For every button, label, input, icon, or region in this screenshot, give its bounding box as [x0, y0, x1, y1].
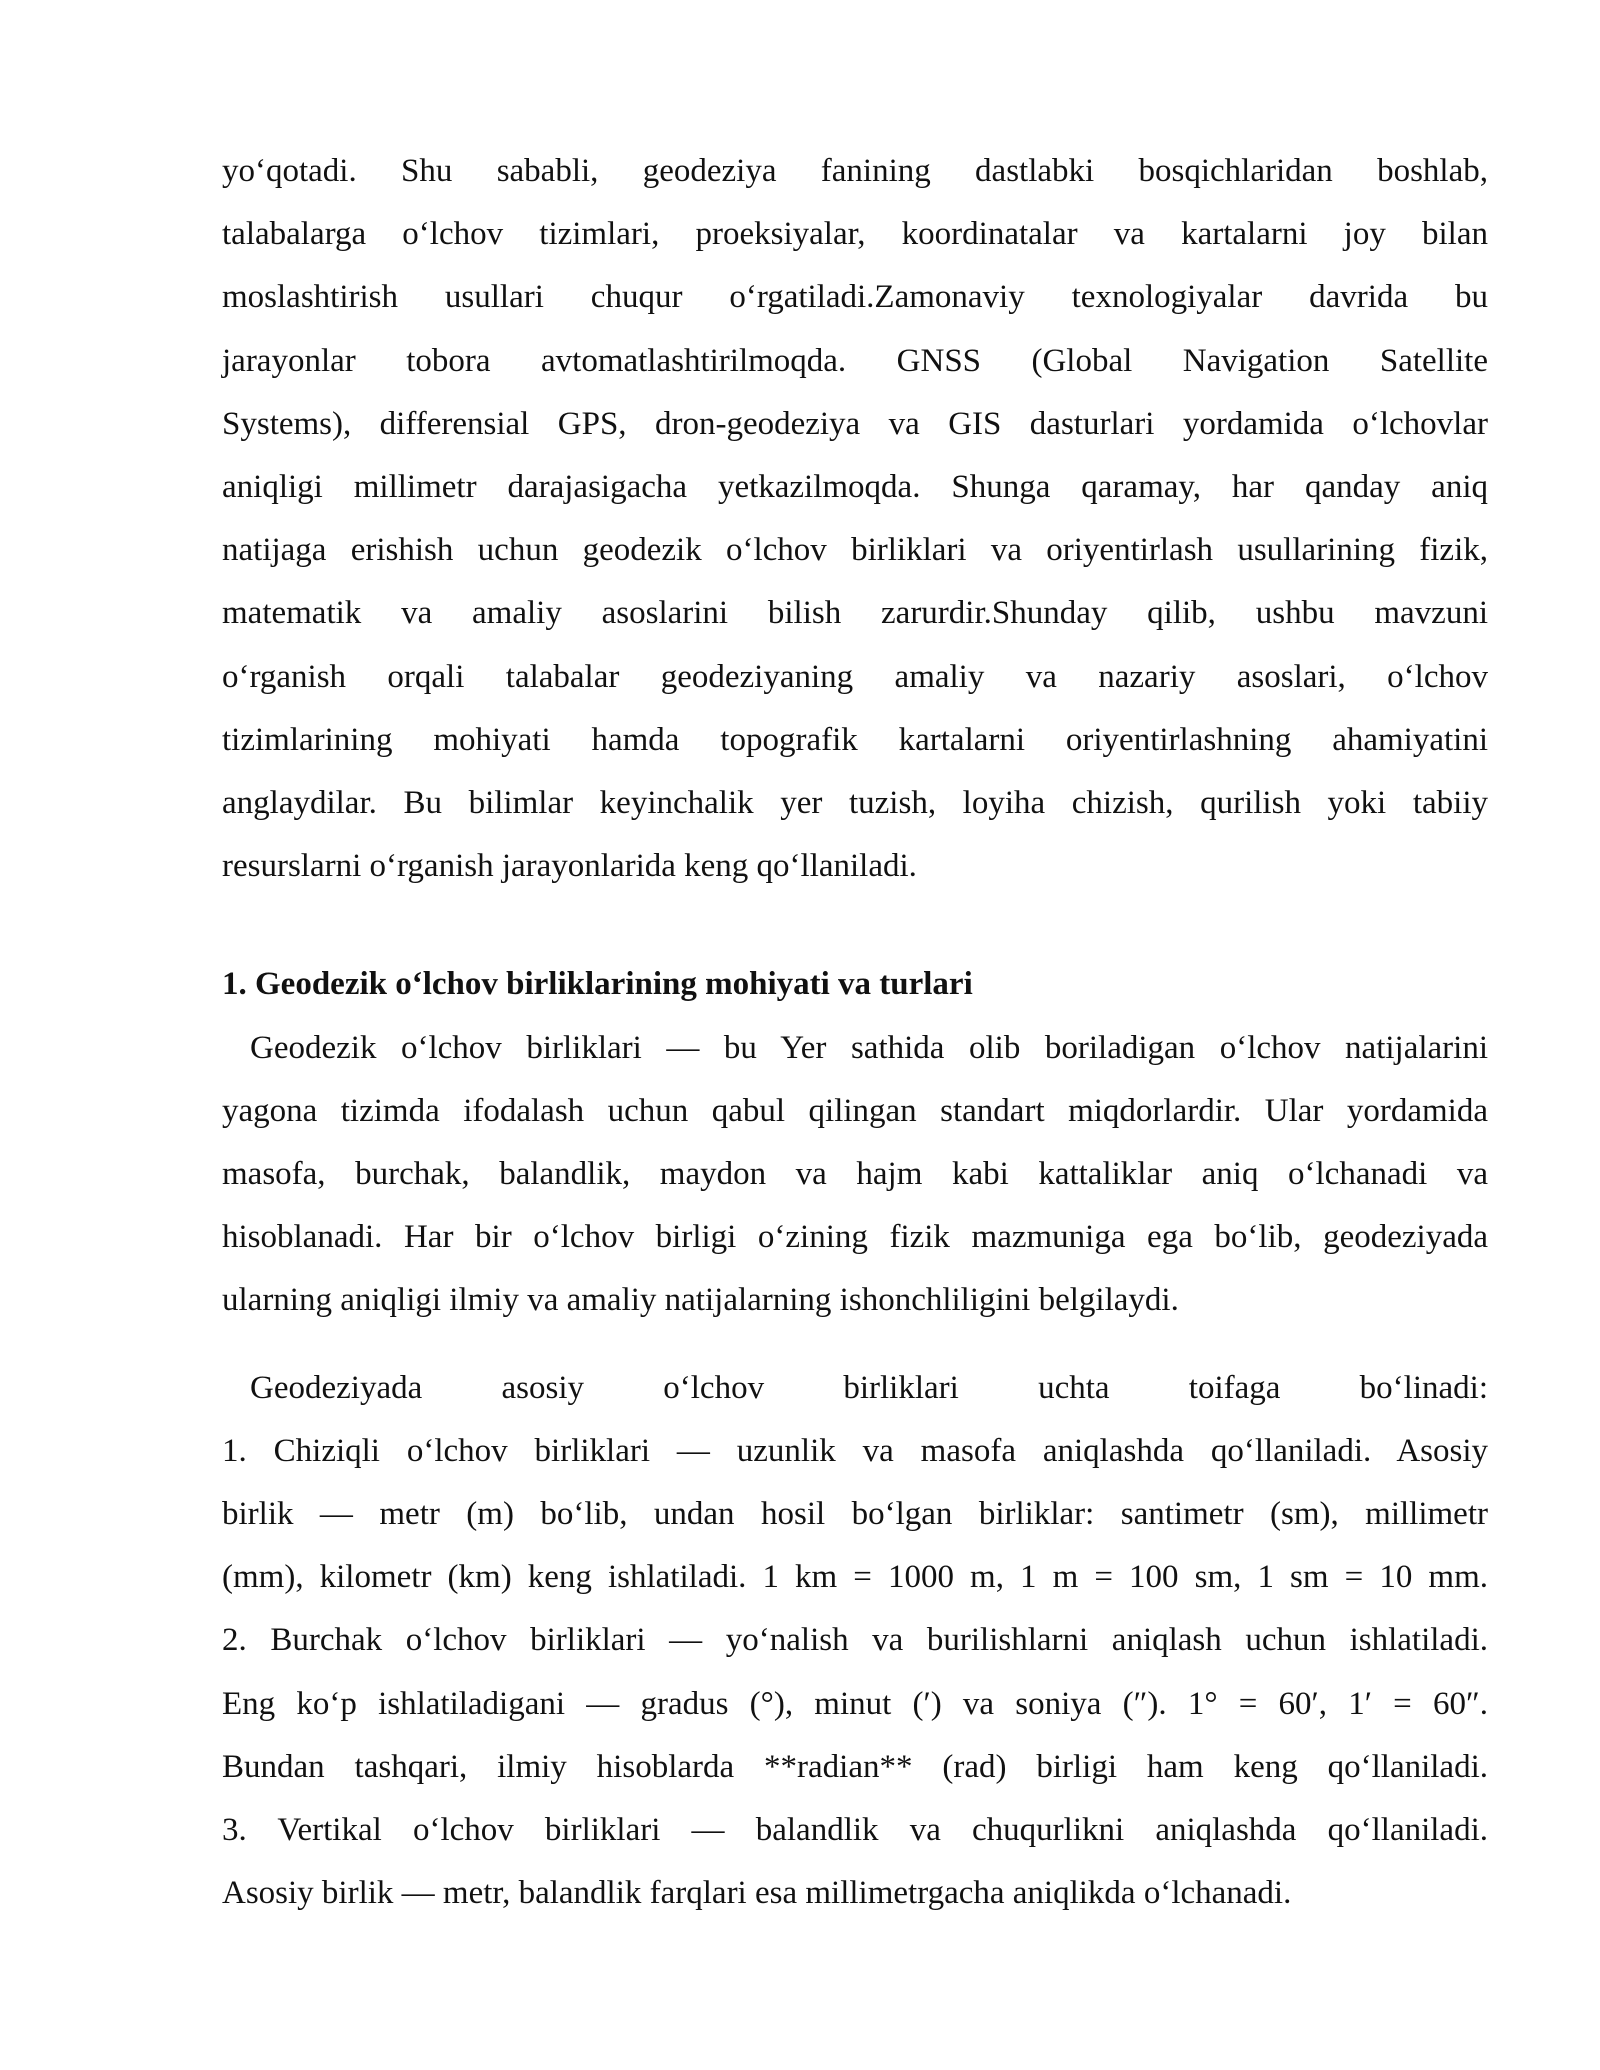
text-line: resurslarni o‘rganish jarayonlarida keng qo‘llaniladi.: [222, 848, 917, 885]
text-line: 1. Chiziqli o‘lchov birliklari — uzunlik va masofa aniqlashda qo‘llaniladi. Asosiy: [222, 1432, 1488, 1469]
text-line: ularning aniqligi ilmiy va amaliy natijalarning ishonchliligini belgilaydi.: [222, 1282, 1179, 1319]
text-line: yo‘qotadi. Shu sababli, geodeziya fanining dastlabki bosqichlaridan boshlab,: [222, 153, 1488, 189]
text-line: masofa, burchak, balandlik, maydon va hajm kabi kattaliklar aniq o‘lchanadi va: [222, 1156, 1488, 1193]
text-line: Bundan tashqari, ilmiy hisoblarda **radian** (rad) birligi ham keng qo‘llaniladi.: [222, 1748, 1488, 1785]
intro-paragraph: [222, 140, 1488, 898]
text-line: Systems), differensial GPS, dron-geodeziya va GIS dasturlari yordamida o‘lchovlar: [222, 405, 1488, 442]
text-line: hisoblanadi. Har bir o‘lchov birligi o‘zining fizik mazmuniga ega bo‘lib, geodeziyada: [222, 1219, 1488, 1256]
text-line: Eng ko‘p ishlatiladigani — gradus (°), minut (′) va soniya (″). 1° = 60′, 1′ = 60″.: [222, 1685, 1488, 1722]
text-line: (mm), kilometr (km) keng ishlatiladi. 1 km = 1000 m, 1 m = 100 sm, 1 sm = 10 mm.: [222, 1559, 1488, 1596]
text-line: jarayonlar tobora avtomatlashtirilmoqda. GNSS (Global Navigation Satellite: [222, 342, 1488, 379]
text-line: aniqligi millimetr darajasigacha yetkazilmoqda. Shunga qaramay, har qanday aniq: [222, 469, 1488, 506]
text-line: o‘rganish orqali talabalar geodeziyaning amaliy va nazariy asoslari, o‘lchov: [222, 658, 1488, 695]
text-line: Geodeziyada asosiy o‘lchov birliklari uchta toifaga bo‘linadi:: [250, 1369, 1488, 1406]
text-line: yagona tizimda ifodalash uchun qabul qilingan standart miqdorlardir. Ular yordamida: [222, 1092, 1488, 1129]
text-line: natijaga erishish uchun geodezik o‘lchov birliklari va oriyentirlash usullarining fizik,: [222, 532, 1488, 569]
spacer: [222, 898, 1488, 953]
section-paragraph-definition: [222, 1017, 1488, 1333]
page-content: [222, 140, 1488, 1925]
text-line: Geodezik o‘lchov birliklari — bu Yer sathida olib boriladigan o‘lchov natijalarini: [250, 1029, 1488, 1066]
text-line: matematik va amaliy asoslarini bilish zarurdir.Shunday qilib, ushbu mavzuni: [222, 595, 1488, 632]
text-line: 3. Vertikal o‘lchov birliklari — balandlik va chuqurlikni aniqlashda qo‘llaniladi.: [222, 1812, 1488, 1849]
text-line: tizimlarining mohiyati hamda topografik kartalarni oriyentirlashning ahamiyatini: [222, 721, 1488, 758]
text-line: anglaydilar. Bu bilimlar keyinchalik yer tuzish, loyiha chizish, qurilish yoki tabiiy: [222, 785, 1488, 822]
text-line: 2. Burchak o‘lchov birliklari — yo‘nalish va burilishlarni aniqlash uchun ishlatiladi.: [222, 1622, 1488, 1659]
text-line: moslashtirish usullari chuqur o‘rgatiladi.Zamonaviy texnologiyalar davrida bu: [222, 279, 1488, 316]
spacer: [222, 1333, 1488, 1357]
section-heading: 1. Geodezik o‘lchov birliklarining mohiyati va turlari: [222, 966, 973, 1003]
text-line: birlik — metr (m) bo‘lib, undan hosil bo‘lgan birliklar: santimetr (sm), millimetr: [222, 1496, 1488, 1533]
section-paragraph-categories: [222, 1357, 1488, 1926]
text-line: talabalarga o‘lchov tizimlari, proeksiyalar, koordinatalar va kartalarni joy bilan: [222, 216, 1488, 253]
text-line: Asosiy birlik — metr, balandlik farqlari esa millimetrgacha aniqlikda o‘lchanadi.: [222, 1875, 1292, 1912]
